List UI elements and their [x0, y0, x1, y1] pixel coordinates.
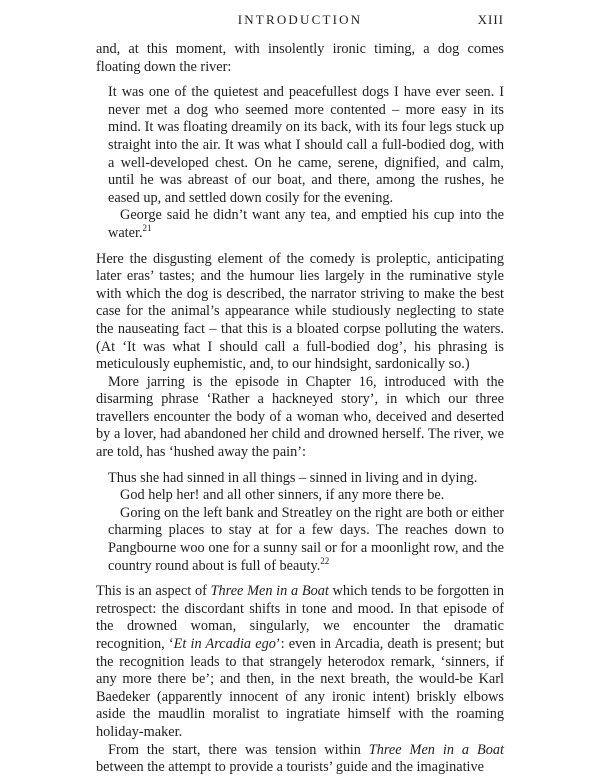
footnote-ref-22: 22	[320, 555, 330, 566]
book-title: Three Men in a Boat	[368, 741, 504, 758]
quote-1-para-2-text: George said he didn’t want any tea, and emptied his cup into the water.	[108, 207, 504, 241]
paragraph-4	[96, 583, 504, 741]
paragraph-2: Here the disgusting element of the comedy is proleptic, anticipating later eras’ tastes; and the humour lies largely in the ruminative style with which the dog is described, the narrator striving to make the best case for the animal’s appearance while studiously neglecting to state the nauseating fact – that this is a bloated corpse polluting the waters. (At ‘It was what I should call a full-bodied dog’, his phrasing is meticulously euphemistic, and, to our hindsight, sardonically so.)	[96, 250, 504, 373]
quote-2-line-2: God help her! and all other sinners, if any more there be.	[120, 487, 445, 504]
main-text	[96, 41, 504, 777]
p4-text-a: This is an aspect of	[96, 583, 211, 600]
latin-phrase: Et in Arcadia ego	[173, 636, 276, 652]
block-quote-dog	[108, 84, 504, 242]
p4-text-b: which tends to be forgotten in retrospect: the discordant shifts in tone and mood. In that episode of the drowned woman, singularly, we encounter the dramatic recognition, ‘	[96, 583, 505, 652]
quote-1-para-2	[108, 207, 504, 242]
p4-text-c: ’: even in Arcadia, death is present; but the recognition leads to that strangely heterodox remark, ‘sinners, if any more there be’; and then, in the next breath, the would-be Karl Baedeker (apparently innocent of any ironic intent) briskly elbows aside the maudlin moralist to ingratiate himself with the roaming holiday-maker.	[96, 636, 504, 740]
quote-2-line-1: Thus she had sinned in all things – sinned in living and in dying.	[108, 469, 478, 486]
paragraph-1: and, at this moment, with insolently ironic timing, a dog comes floating down the river:	[96, 41, 504, 75]
paragraph-3: More jarring is the episode in Chapter 16, introduced with the disarming phrase ‘Rather a hackneyed story’, in which our three travellers encounter the body of a woman who, deceived and deserted by a lover, had abandoned her child and drowned herself. The river, we are told, has ‘hushed away the pain’:	[96, 373, 504, 461]
footnote-ref-21: 21	[142, 223, 152, 234]
quote-2-para-2	[108, 505, 504, 575]
page-number: XIII	[477, 12, 504, 27]
book-title: Three Men in a Boat	[210, 583, 329, 600]
paragraph-5	[96, 742, 504, 777]
p5-text-a: From the start, there was tension within	[108, 741, 369, 758]
block-quote-drowned-woman	[108, 470, 504, 576]
p5-text-b: between the attempt to provide a tourists’ guide and the imaginative	[96, 759, 485, 776]
quote-2-para-2-text: Goring on the left bank and Streatley on the right are both or either charming places to stay at for a few days. The reaches down to Pangbourne woo one for a sunny sail or for a moonlight row, and the country round about is full of beauty.	[108, 504, 504, 574]
quote-1-para-1: It was one of the quietest and peacefullest dogs I have ever seen. I never met a dog who seemed more contented – more easy in its mind. It was floating dreamily on its back, with its four legs stuck up straight into the air. It was what I should call a full-bodied dog, with a well-developed chest. On he came, serene, dignified, and calm, until he was abreast of our boat, and there, among the rushes, he eased up, and settled down cosily for the evening.	[108, 84, 504, 206]
running-head	[96, 12, 504, 32]
running-title: INTRODUCTION	[237, 12, 363, 27]
